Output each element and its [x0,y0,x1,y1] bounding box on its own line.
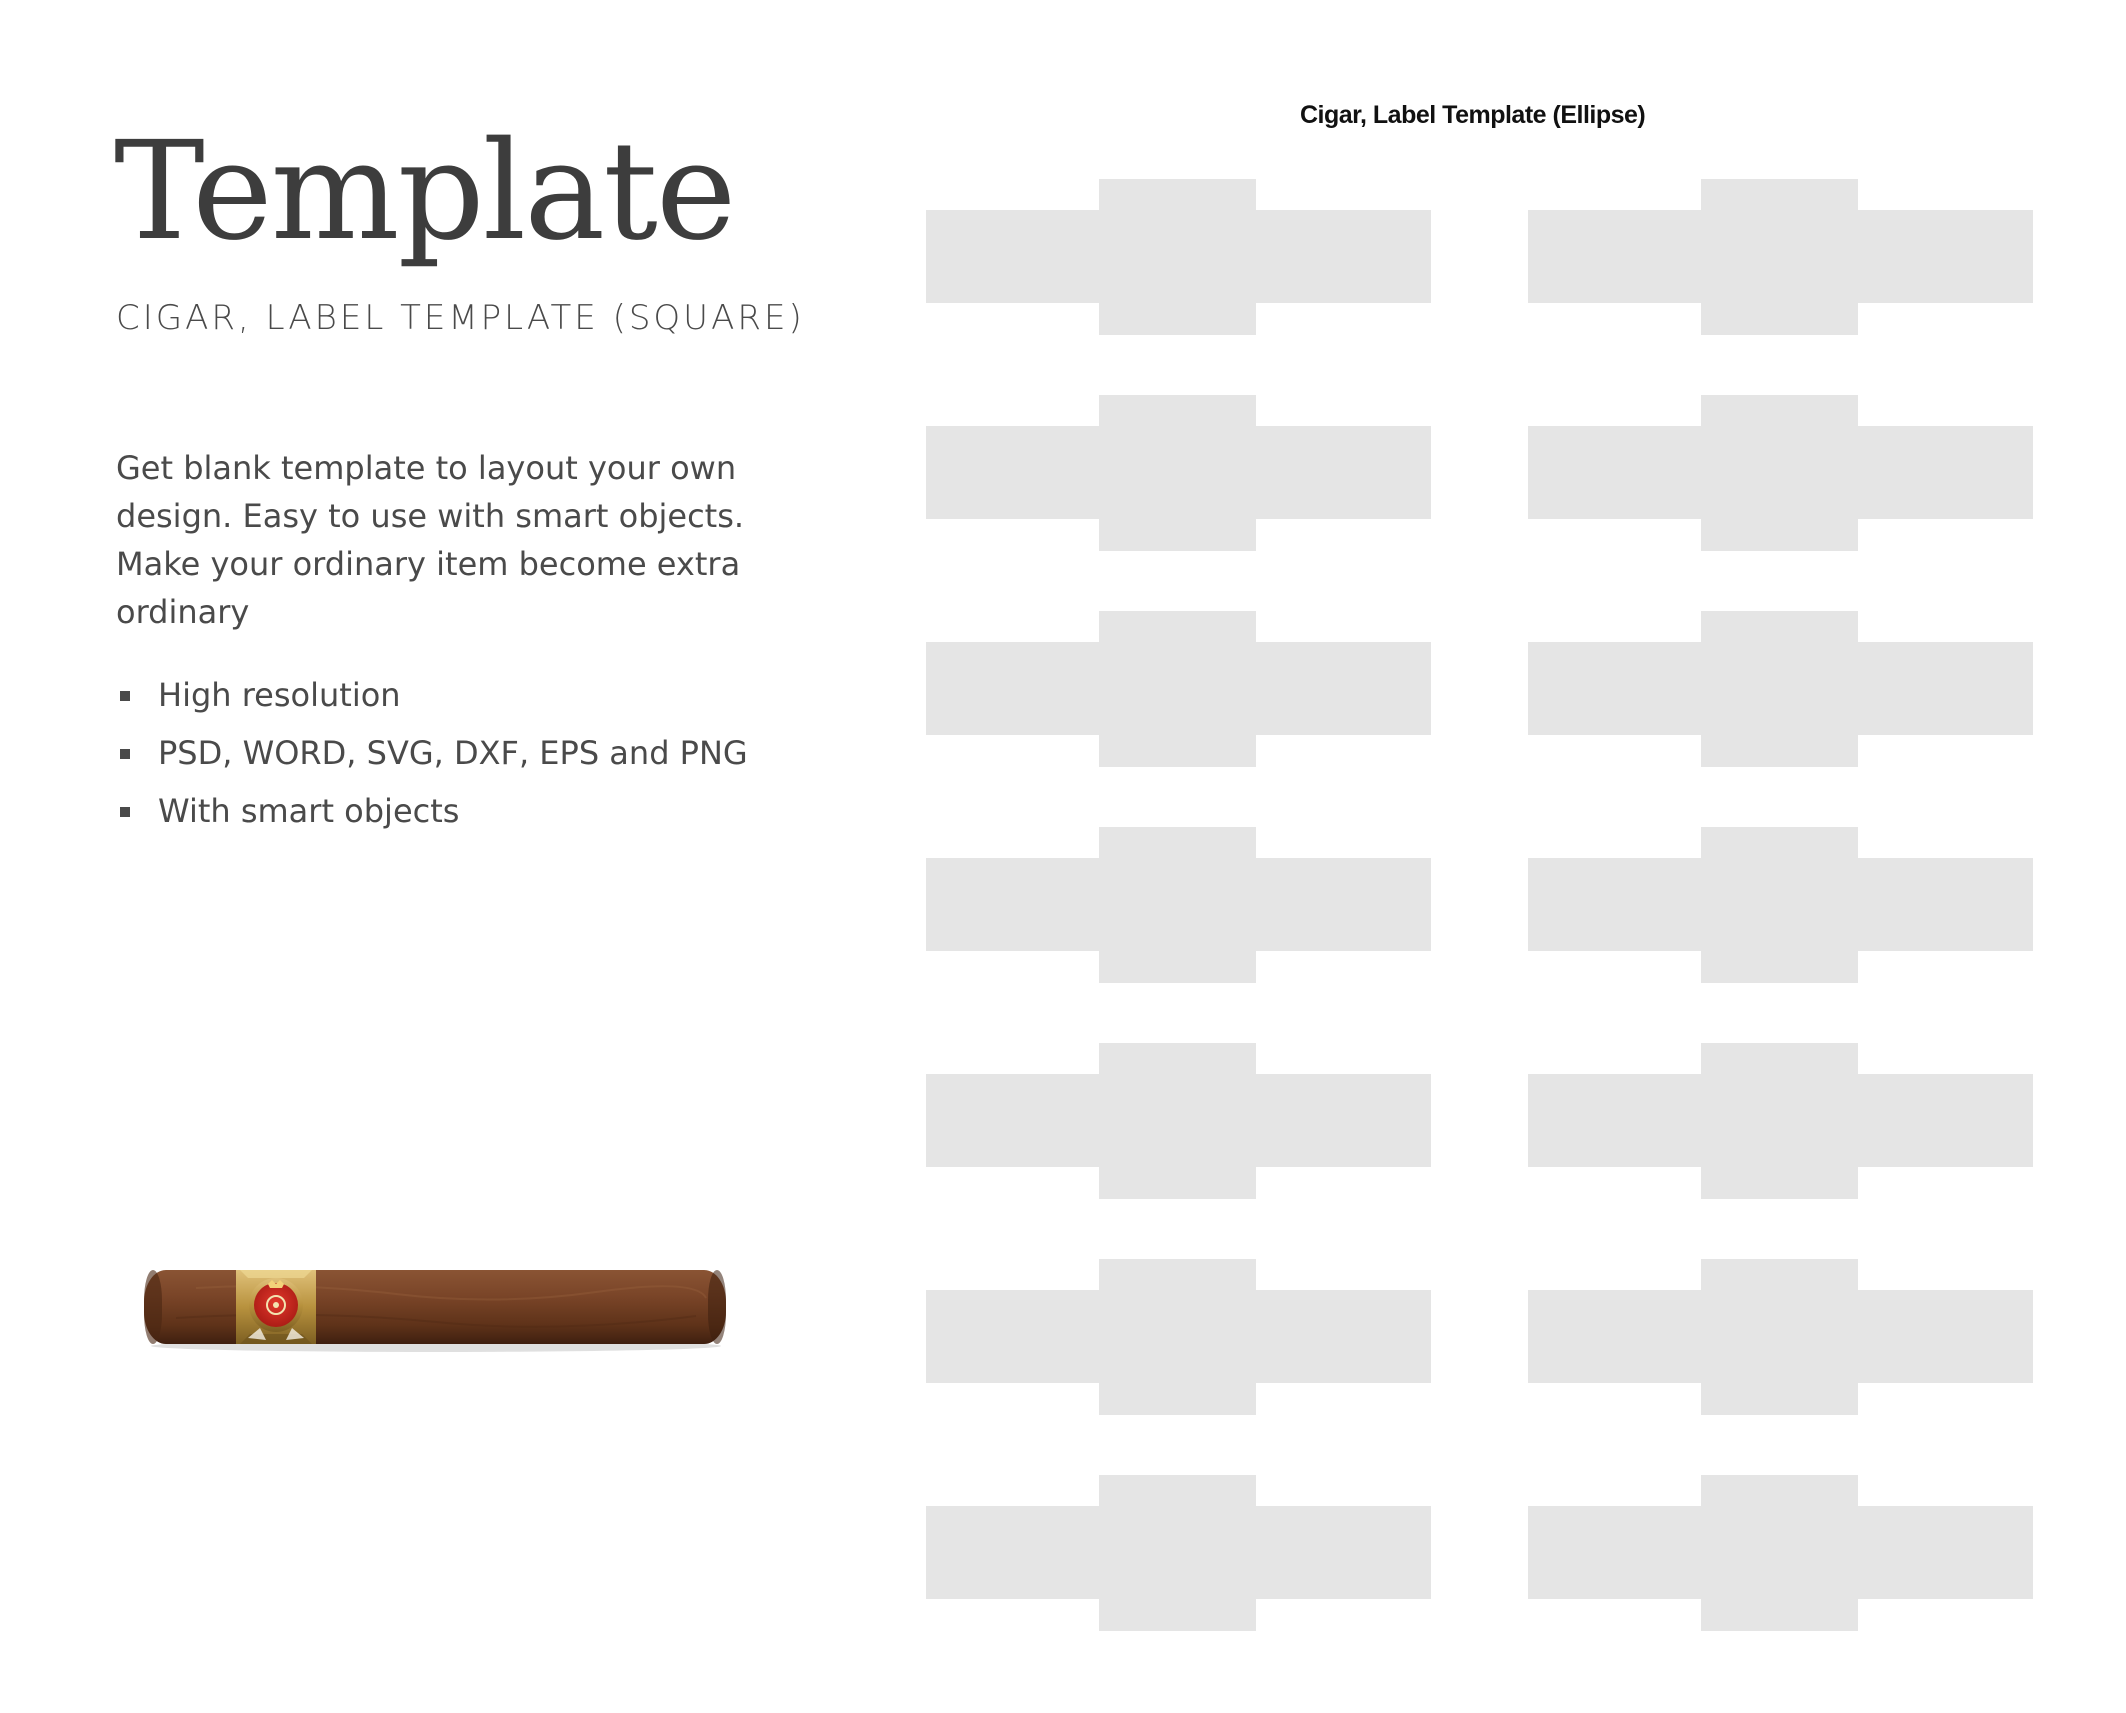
feature-text: High resolution [158,676,401,714]
label-shape [926,827,1431,983]
template-sheet-title: Cigar, Label Template (Ellipse) [1300,101,1646,129]
feature-text: With smart objects [158,792,460,830]
label-shape [1528,827,2033,983]
label-shape [926,1475,1431,1631]
page-title: Template [114,113,735,271]
square-bullet-icon [120,691,130,701]
product-subtitle: CIGAR, LABEL TEMPLATE (SQUARE) [116,298,805,338]
feature-list [116,666,748,840]
square-bullet-icon [120,749,130,759]
label-shape [1528,1475,2033,1631]
label-shape [926,1043,1431,1199]
label-shape [1528,395,2033,551]
product-info-panel [114,0,834,1713]
label-shape [1528,1043,2033,1199]
label-shape [926,179,1431,335]
label-shape [926,611,1431,767]
label-shape [1528,611,2033,767]
feature-item [116,666,748,724]
feature-item [116,782,748,840]
square-bullet-icon [120,807,130,817]
label-shape [1528,1259,2033,1415]
cigar-image [136,1248,736,1358]
feature-item [116,724,748,782]
label-shape [926,395,1431,551]
feature-text: PSD, WORD, SVG, DXF, EPS and PNG [158,734,748,772]
label-shape [926,1259,1431,1415]
label-shape [1528,179,2033,335]
product-description: Get blank template to layout your own design. Easy to use with smart objects. Make your ordinary item become extra ordinary [116,449,745,631]
